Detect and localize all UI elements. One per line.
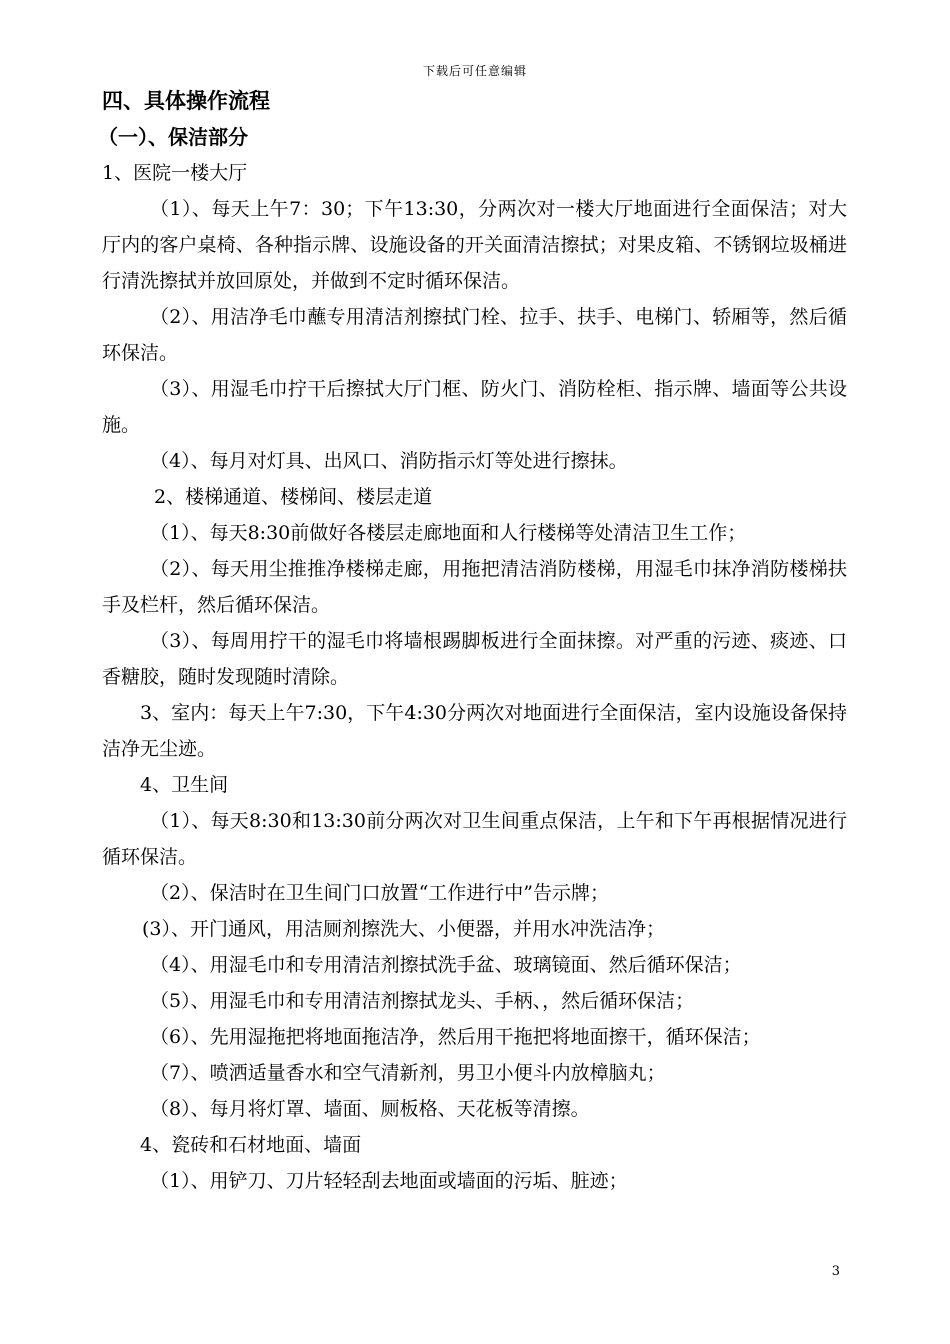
paragraph: （8）、每月将灯罩、墙面、厕板格、天花板等清擦。 — [150, 1098, 590, 1120]
paragraph: （1）、每天上午7：30；下午13:30，分两次对一楼大厅地面进行全面保洁；对大厅内的客户桌椅、各种指示牌、设施设备的开关面清洁擦拭；对果皮箱、不锈钢垃圾桶进行清洗擦拭并放回原处，并做到不定时循环保洁。 — [102, 198, 847, 292]
subheading-restroom: 4、卫生间 — [140, 774, 229, 796]
paragraph: （2）、每天用尘推推净楼梯走廊，用拖把清洁消防楼梯，用湿毛巾抹净消防楼梯扶手及栏杆，然后循环保洁。 — [102, 558, 847, 616]
document-body — [98, 83, 847, 1199]
paragraph: （3）、每周用拧干的湿毛巾将墙根踢脚板进行全面抹擦。对严重的污迹、痰迹、口香糖胶，随时发现随时清除。 — [102, 630, 847, 688]
paragraph: （7）、喷洒适量香水和空气清新剂，男卫小便斗内放樟脑丸； — [150, 1062, 666, 1084]
page-header: 下载后可任意编辑 — [422, 64, 527, 78]
section-heading: （一）、保洁部分 — [98, 125, 248, 149]
paragraph: （6）、先用湿拖把将地面拖洁净，然后用干拖把将地面擦干，循环保洁； — [150, 1026, 761, 1048]
paragraph: （1）、每天8:30和13:30前分两次对卫生间重点保洁，上午和下午再根据情况进行循环保洁。 — [102, 810, 847, 868]
page-title: 四、具体操作流程 — [102, 89, 270, 113]
paragraph: （2）、用洁净毛巾蘸专用清洁剂擦拭门栓、拉手、扶手、电梯门、轿厢等，然后循环保洁。 — [102, 306, 847, 364]
subheading-tiles: 4、瓷砖和石材地面、墙面 — [140, 1134, 362, 1156]
paragraph: （4）、用湿毛巾和专用清洁剂擦拭洗手盆、玻璃镜面、然后循环保洁； — [150, 954, 742, 976]
paragraph: （1）、每天8:30前做好各楼层走廊地面和人行楼梯等处清洁卫生工作； — [150, 522, 747, 544]
paragraph: （3）、用湿毛巾拧干后擦拭大厅门框、防火门、消防栓柜、指示牌、墙面等公共设施。 — [102, 378, 847, 436]
paragraph: (3）、开门通风，用洁厕剂擦洗大、小便器，并用水冲洗洁净； — [142, 918, 666, 940]
paragraph: 3、室内：每天上午7:30，下午4:30分两次对地面进行全面保洁，室内设施设备保持洁净无尘迹。 — [102, 702, 847, 760]
subheading-lobby: 1、医院一楼大厅 — [102, 162, 248, 184]
paragraph: （1）、用铲刀、刀片轻轻刮去地面或墙面的污垢、脏迹； — [150, 1170, 628, 1192]
subheading-stairs: 2、楼梯通道、楼梯间、楼层走道 — [154, 486, 433, 508]
page-number: 3 — [831, 1264, 840, 1279]
paragraph: （4）、每月对灯具、出风口、消防指示灯等处进行擦抹。 — [150, 450, 628, 472]
paragraph: （2）、保洁时在卫生间门口放置“工作进行中”告示牌； — [150, 882, 610, 904]
paragraph: （5）、用湿毛巾和专用清洁剂擦拭龙头、手柄、，然后循环保洁； — [150, 990, 695, 1012]
